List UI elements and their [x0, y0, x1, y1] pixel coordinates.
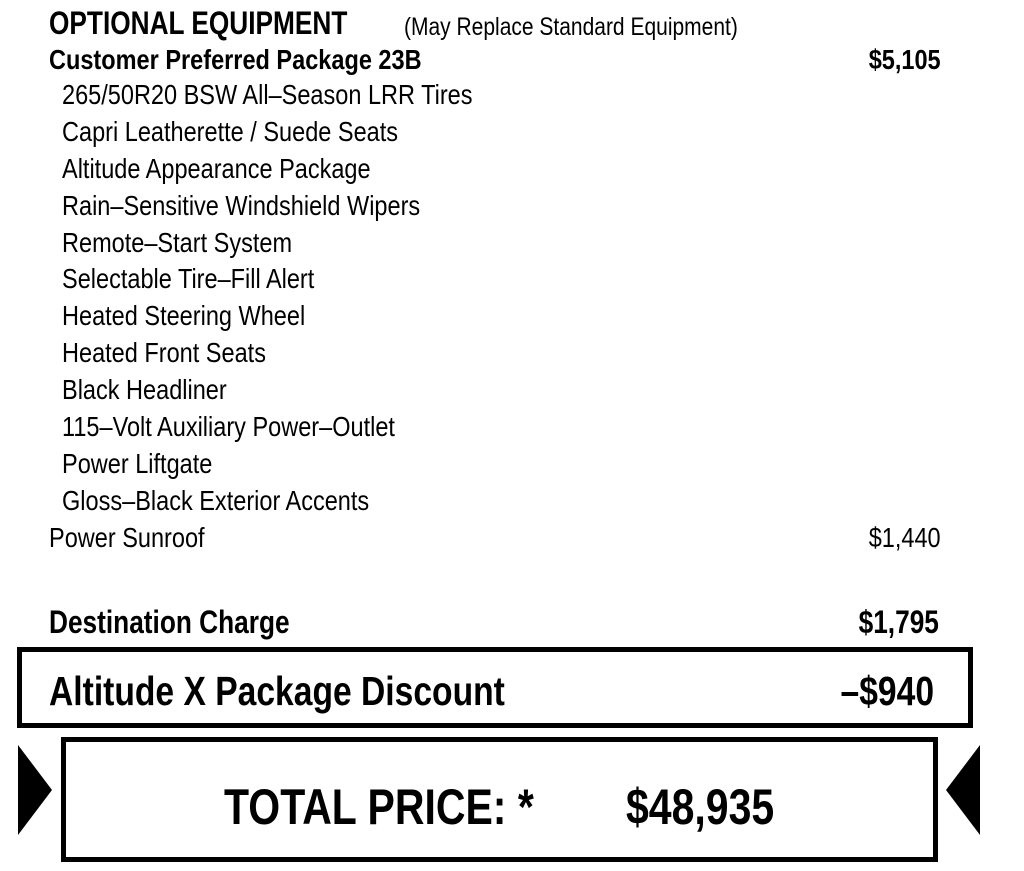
optional-equipment-title: OPTIONAL EQUIPMENT — [49, 5, 348, 41]
list-item — [62, 154, 551, 191]
optional-equipment-header — [49, 5, 738, 41]
total-price-label: TOTAL PRICE: * — [224, 779, 534, 835]
destination-price: $1,795 — [858, 604, 939, 640]
package-price: $5,105 — [869, 44, 941, 75]
sunroof-price: $1,440 — [869, 522, 941, 553]
list-item — [62, 191, 551, 228]
discount-price: –$940 — [840, 668, 934, 714]
list-item — [62, 449, 551, 486]
feature-label: Heated Steering Wheel — [62, 300, 306, 332]
total-price-box — [61, 737, 938, 862]
list-item — [62, 264, 551, 301]
feature-label: Remote–Start System — [62, 226, 293, 258]
destination-name: Destination Charge — [49, 604, 290, 640]
list-item — [62, 486, 551, 523]
list-item — [62, 117, 551, 154]
feature-label: Rain–Sensitive Windshield Wipers — [62, 189, 421, 221]
arrow-left-pointing-icon — [946, 745, 980, 835]
feature-label: Black Headliner — [62, 374, 227, 406]
sunroof-row — [49, 522, 941, 554]
package-name: Customer Preferred Package 23B — [49, 44, 422, 75]
list-item — [62, 80, 551, 117]
feature-label: Gloss–Black Exterior Accents — [62, 484, 370, 516]
list-item — [62, 412, 551, 449]
feature-label: Altitude Appearance Package — [62, 152, 371, 184]
discount-box — [17, 647, 973, 728]
discount-name: Altitude X Package Discount — [49, 668, 505, 714]
arrow-right-pointing-icon — [18, 745, 52, 835]
feature-label: Capri Leatherette / Suede Seats — [62, 115, 399, 147]
list-item — [62, 228, 551, 265]
feature-label: Heated Front Seats — [62, 337, 266, 369]
total-price-value: $48,935 — [626, 779, 775, 835]
feature-label: 115–Volt Auxiliary Power–Outlet — [62, 411, 395, 443]
optional-equipment-subtitle: (May Replace Standard Equipment) — [404, 13, 738, 41]
destination-row — [49, 604, 939, 640]
package-row — [49, 44, 941, 76]
list-item — [62, 301, 551, 338]
feature-label: Power Liftgate — [62, 447, 213, 479]
sunroof-name: Power Sunroof — [49, 522, 205, 553]
list-item — [62, 338, 551, 375]
feature-label: Selectable Tire–Fill Alert — [62, 263, 315, 295]
package-feature-list — [62, 80, 551, 523]
feature-label: 265/50R20 BSW All–Season LRR Tires — [62, 79, 473, 110]
list-item — [62, 375, 551, 412]
